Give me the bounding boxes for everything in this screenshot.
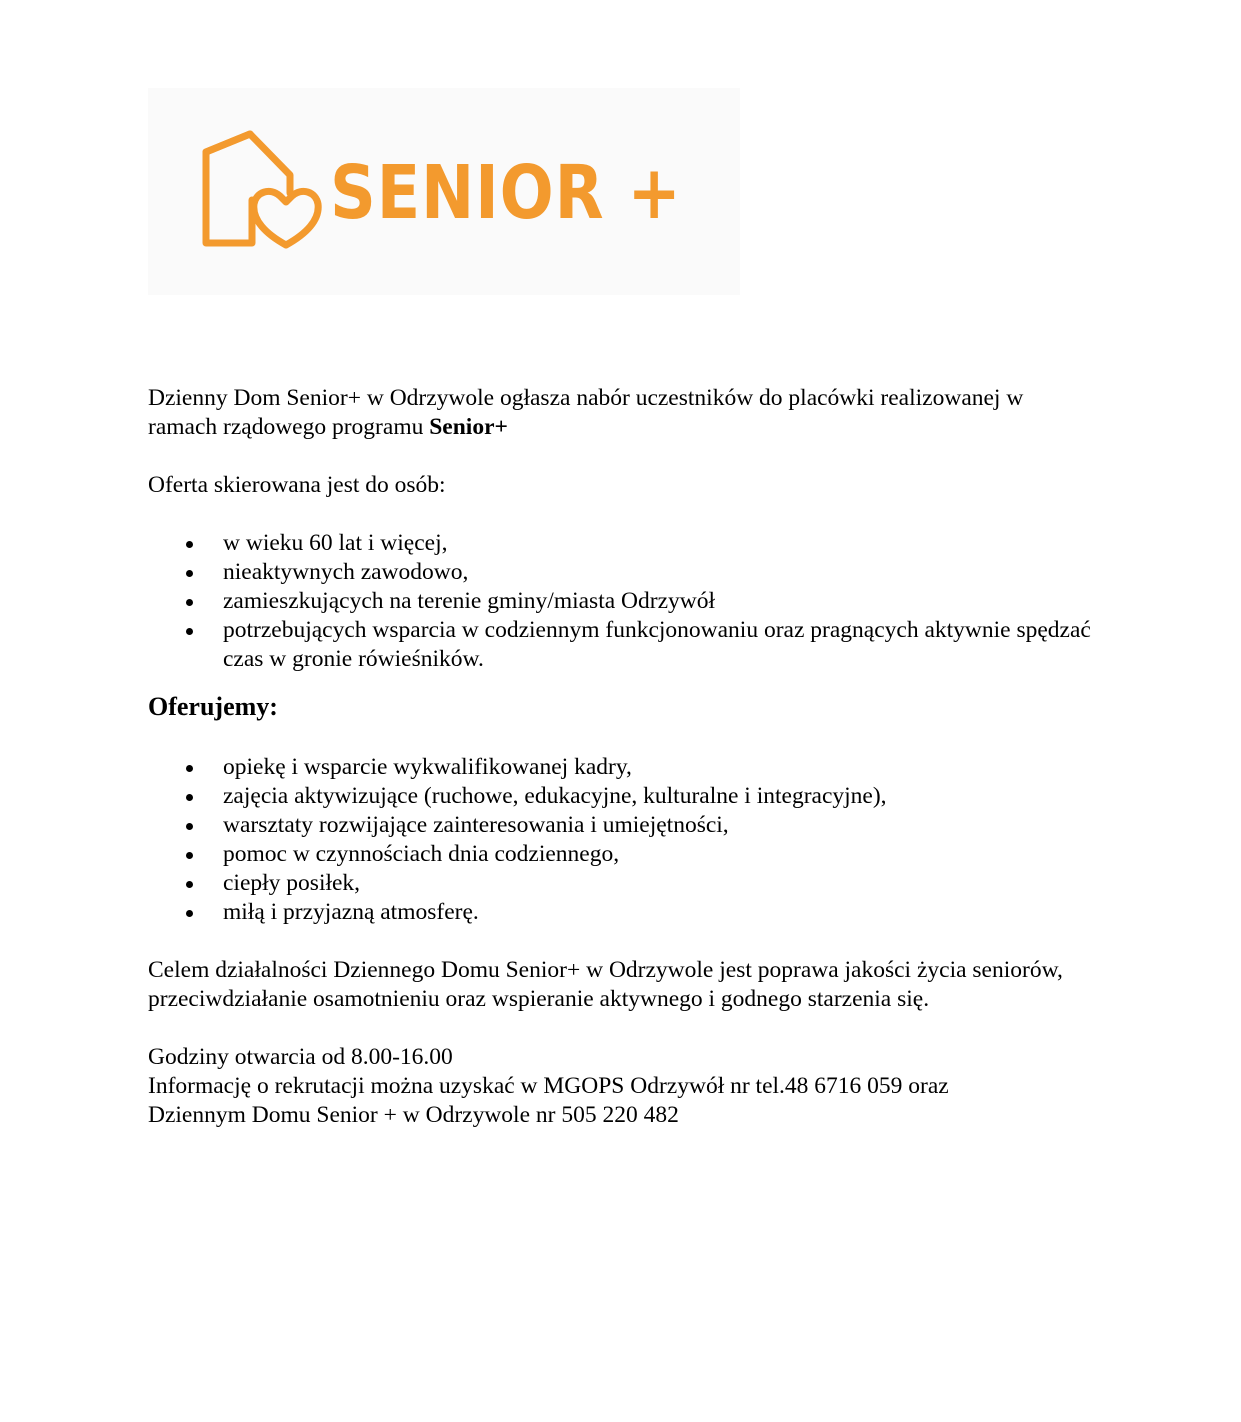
opening-hours: Godziny otwarcia od 8.00-16.00 [148,1044,453,1070]
list-item: pomoc w czynnościach dnia codziennego, [148,840,1098,869]
intro-paragraph [148,384,1098,442]
goal-paragraph: Celem działalności Dziennego Domu Senior+ w Odrzywole jest poprawa jakości życia seniorów, przeciwdziałanie osamotnieniu oraz wspieranie aktywnego i godnego starzenia się. [148,957,1063,1012]
list-item: zajęcia aktywizujące (ruchowe, edukacyjne, kulturalne i integracyjne), [148,782,1098,811]
offer-heading: Oferujemy: [148,692,278,721]
list-item: zamieszkujących na terenie gminy/miasta Odrzywół [148,587,1098,616]
program-name: Senior+ [429,414,508,440]
intro-text: Dzienny Dom Senior+ w Odrzywole ogłasza nabór uczestników do placówki realizowanej w ramach rządowego programu [148,385,1024,440]
contact-info: Informację o rekrutacji można uzyskać w MGOPS Odrzywół nr tel.48 6716 059 oraz [148,1073,949,1099]
offer-target-lead: Oferta skierowana jest do osób: [148,472,446,498]
list-item: ciepły posiłek, [148,869,1098,898]
announcement-body [148,384,1098,1130]
senior-plus-logo [148,88,740,295]
list-item: miłą i przyjazną atmosferę. [148,898,1098,927]
list-item: potrzebujących wsparcia w codziennym funkcjonowaniu oraz pragnących aktywnie spędzać czas w gronie rówieśników. [148,616,1098,674]
target-group-list [148,529,1098,674]
list-item: warsztaty rozwijające zainteresowania i umiejętności, [148,811,1098,840]
list-item: w wieku 60 lat i więcej, [148,529,1098,558]
list-item: nieaktywnych zawodowo, [148,558,1098,587]
logo-wordmark: SENIOR + [330,150,682,236]
list-item: opiekę i wsparcie wykwalifikowanej kadry, [148,753,1098,782]
contact-info-2: Dziennym Domu Senior + w Odrzywole nr 505 220 482 [148,1102,679,1128]
offer-list [148,753,1098,927]
